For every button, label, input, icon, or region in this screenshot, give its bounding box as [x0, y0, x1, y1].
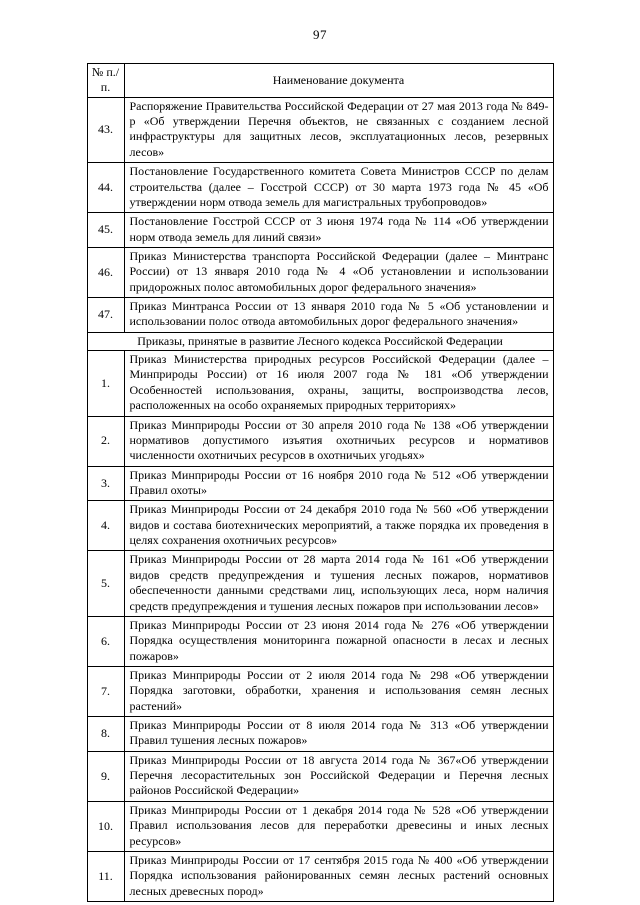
document-name: Приказ Минтранса России от 13 января 2010 года № 5 «Об установлении и использовании полос отвода автомобильных дорог федерального значения» — [124, 298, 553, 333]
document-name: Приказ Министерства транспорта Российской Федерации (далее – Минтранс России) от 13 января 2010 года № 4 «Об установлении и использовании придорожных полос автомобильных дорог федерального значения» — [124, 247, 553, 297]
row-number: 7. — [87, 666, 124, 716]
row-number: 8. — [87, 717, 124, 752]
table-row — [87, 298, 553, 333]
document-name: Приказ Минприроды России от 30 апреля 2010 года № 138 «Об утверждении нормативов допустимого изъятия охотничьих ресурсов и нормативов численности охотничьих ресурсов в охотничьих угодьях» — [124, 416, 553, 466]
document-name: Приказ Минприроды России от 18 августа 2014 года № 367«Об утверждении Перечня лесорастительных зон Российской Федерации и Перечня лесных районов Российской Федерации» — [124, 751, 553, 801]
table-row — [87, 163, 553, 213]
row-number: 45. — [87, 213, 124, 248]
row-number: 1. — [87, 351, 124, 416]
document-name: Приказ Минприроды России от 8 июля 2014 года № 313 «Об утверждении Правил тушения лесных пожаров» — [124, 717, 553, 752]
documents-table — [87, 63, 554, 902]
table-row — [87, 801, 553, 851]
column-header-number: № п./п. — [87, 64, 124, 98]
document-table-body — [87, 97, 553, 901]
page-number: 97 — [313, 27, 327, 42]
row-number: 5. — [87, 551, 124, 616]
document-name: Постановление Госстрой СССР от 3 июня 1974 года № 114 «Об утверждении норм отвода земель для линий связи» — [124, 213, 553, 248]
row-number: 44. — [87, 163, 124, 213]
row-number: 10. — [87, 801, 124, 851]
document-name: Постановление Государственного комитета Совета Министров СССР по делам строительства (далее – Госстрой СССР) от 30 марта 1973 года № 45 «Об утверждении норм отвода земель для магистральных трубопроводов» — [124, 163, 553, 213]
document-name: Приказ Минприроды России от 17 сентября 2015 года № 400 «Об утверждении Порядка использования районированных семян лесных растений основных лесных древесных пород» — [124, 851, 553, 901]
table-row — [87, 247, 553, 297]
row-number: 4. — [87, 501, 124, 551]
document-name: Приказ Минприроды России от 24 декабря 2010 года № 560 «Об утверждении видов и состава биотехнических мероприятий, а также порядка их проведения в целях сохранения охотничьих ресурсов» — [124, 501, 553, 551]
document-name: Приказ Министерства природных ресурсов Российской Федерации (далее – Минприроды России) от 16 июля 2007 года № 181 «Об утверждении Особенностей использования, охраны, защиты, воспроизводства лесов, расположенных на особо охраняемых природных территориях» — [124, 351, 553, 416]
table-row — [87, 751, 553, 801]
table-row — [87, 351, 553, 416]
table-row — [87, 97, 553, 162]
table-row — [87, 717, 553, 752]
table-row — [87, 666, 553, 716]
row-number: 6. — [87, 616, 124, 666]
table-row — [87, 851, 553, 901]
table-row — [87, 551, 553, 616]
document-name: Приказ Минприроды России от 16 ноября 2010 года № 512 «Об утверждении Правил охоты» — [124, 466, 553, 501]
table-header-row — [87, 64, 553, 98]
table-row — [87, 466, 553, 501]
section-header-cell: Приказы, принятые в развитие Лесного кодекса Российской Федерации — [87, 332, 553, 350]
document-name: Распоряжение Правительства Российской Федерации от 27 мая 2013 года № 849-р «Об утверждении Перечня объектов, не связанных с созданием лесной инфраструктуры для защитных лесов, эксплуатационных лесов, резервных лесов» — [124, 97, 553, 162]
row-number: 3. — [87, 466, 124, 501]
document-name: Приказ Минприроды России от 23 июня 2014 года № 276 «Об утверждении Порядка осуществления мониторинга пожарной опасности в лесах и лесных пожаров» — [124, 616, 553, 666]
row-number: 43. — [87, 97, 124, 162]
row-number: 11. — [87, 851, 124, 901]
section-row — [87, 332, 553, 350]
document-name: Приказ Минприроды России от 1 декабря 2014 года № 528 «Об утверждении Правил использования лесов для переработки древесины и иных лесных ресурсов» — [124, 801, 553, 851]
document-name: Приказ Минприроды России от 28 марта 2014 года № 161 «Об утверждении видов средств предупреждения и тушения лесных пожаров, нормативов обеспеченности данными средствами лиц, использующих леса, норм наличия средств предупреждения и тушения лесных пожаров при использовании лесов» — [124, 551, 553, 616]
table-row — [87, 416, 553, 466]
table-header — [87, 64, 553, 98]
row-number: 46. — [87, 247, 124, 297]
table-row — [87, 501, 553, 551]
row-number: 9. — [87, 751, 124, 801]
document-name: Приказ Минприроды России от 2 июля 2014 года № 298 «Об утверждении Порядка заготовки, обработки, хранения и использования семян лесных растений» — [124, 666, 553, 716]
row-number: 2. — [87, 416, 124, 466]
table-row — [87, 213, 553, 248]
column-header-document-name: Наименование документа — [124, 64, 553, 98]
table-row — [87, 616, 553, 666]
row-number: 47. — [87, 298, 124, 333]
